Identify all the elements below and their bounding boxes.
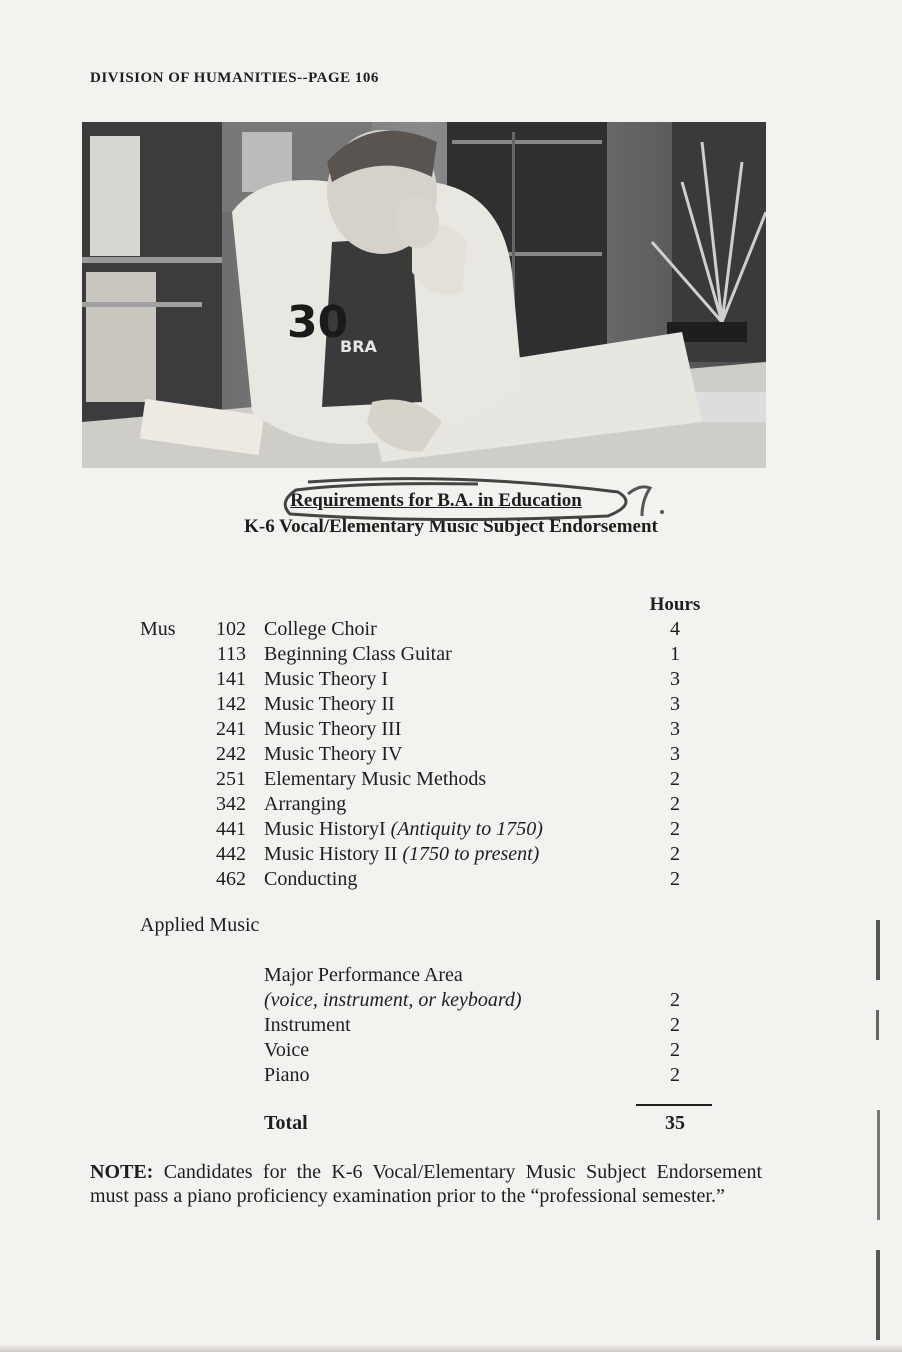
title-line-2: K-6 Vocal/Elementary Music Subject Endorsement (244, 516, 658, 537)
jersey-number: 30 (287, 297, 349, 348)
course-hours: 3 (670, 668, 680, 690)
course-row (140, 618, 740, 642)
course-title-note: (Antiquity to 1750) (390, 818, 543, 840)
handwritten-circle (278, 476, 648, 524)
course-hours: 3 (670, 693, 680, 715)
total-divider (636, 1104, 712, 1106)
course-title: Music Theory III (264, 718, 402, 740)
applied-hours: 2 (670, 1064, 680, 1086)
course-number: 102 (216, 618, 246, 640)
course-hours: 4 (670, 618, 680, 640)
title-block (0, 490, 902, 538)
course-row (140, 718, 740, 742)
course-hours: 3 (670, 743, 680, 765)
course-hours: 1 (670, 643, 680, 665)
course-row (140, 868, 740, 892)
course-number: 113 (216, 643, 246, 665)
total-label: Total (264, 1112, 308, 1134)
applied-row (264, 1014, 724, 1038)
course-hours: 2 (670, 868, 680, 890)
page-bottom-edge (0, 1344, 902, 1352)
applied-name: Piano (264, 1064, 310, 1086)
course-number: 141 (216, 668, 246, 690)
applied-hours: 2 (670, 1039, 680, 1061)
applied-name: (voice, instrument, or keyboard) (264, 989, 522, 1011)
note-label: NOTE: (90, 1161, 154, 1183)
course-hours: 2 (670, 818, 680, 840)
total-value: 35 (665, 1112, 685, 1134)
page-header: DIVISION OF HUMANITIES--PAGE 106 (90, 70, 379, 86)
student-photo (82, 122, 766, 468)
course-row (140, 843, 740, 867)
title-requirements (290, 490, 582, 512)
course-title: Elementary Music Methods (264, 768, 487, 790)
course-row (140, 768, 740, 792)
course-number: 462 (216, 868, 246, 890)
binding-edge-shadow (876, 920, 880, 1340)
course-title: Music Theory I (264, 668, 389, 690)
course-number: 142 (216, 693, 246, 715)
applied-music-heading: Applied Music (140, 914, 260, 936)
applied-hours: 2 (670, 1014, 680, 1036)
applied-name: Voice (264, 1039, 310, 1061)
course-number: 241 (216, 718, 246, 740)
course-title: Beginning Class Guitar (264, 643, 452, 665)
applied-row (264, 1064, 724, 1088)
course-title: Arranging (264, 793, 347, 815)
course-number: 442 (216, 843, 246, 865)
course-row (140, 693, 740, 717)
course-number: 251 (216, 768, 246, 790)
course-hours: 2 (670, 768, 680, 790)
course-row (140, 668, 740, 692)
hours-column-header: Hours (649, 594, 701, 615)
shirt-text: BRA (340, 337, 377, 356)
course-row (140, 818, 740, 842)
note-paragraph (90, 1160, 762, 1208)
student-photo-illustration (82, 122, 766, 468)
course-title (264, 843, 539, 866)
course-number: 242 (216, 743, 246, 765)
course-title: Music Theory II (264, 693, 395, 715)
applied-row (264, 989, 724, 1013)
course-title-text: Music History II (264, 843, 398, 865)
course-title: Conducting (264, 868, 358, 890)
course-department: Mus (140, 618, 176, 640)
title-line-1: Requirements for B.A. in Education (290, 490, 582, 511)
course-title (264, 818, 543, 841)
applied-name: Major Performance Area (264, 964, 463, 986)
course-row (140, 743, 740, 767)
course-hours: 3 (670, 718, 680, 740)
applied-row (264, 964, 724, 988)
course-title-note: (1750 to present) (402, 843, 540, 865)
applied-row (264, 1039, 724, 1063)
course-number: 342 (216, 793, 246, 815)
applied-hours: 2 (670, 989, 680, 1011)
course-title: College Choir (264, 618, 377, 640)
course-hours: 2 (670, 793, 680, 815)
course-title-text: Music HistoryI (264, 818, 386, 840)
course-row (140, 643, 740, 667)
note-text: Candidates for the K-6 Vocal/Elementary Music Subject Endorsement must pass a piano proficiency examination prior to the “professional semester.” (90, 1161, 762, 1207)
course-number: 441 (216, 818, 246, 840)
applied-name: Instrument (264, 1014, 351, 1036)
course-hours: 2 (670, 843, 680, 865)
course-title: Music Theory IV (264, 743, 403, 765)
course-row (140, 793, 740, 817)
